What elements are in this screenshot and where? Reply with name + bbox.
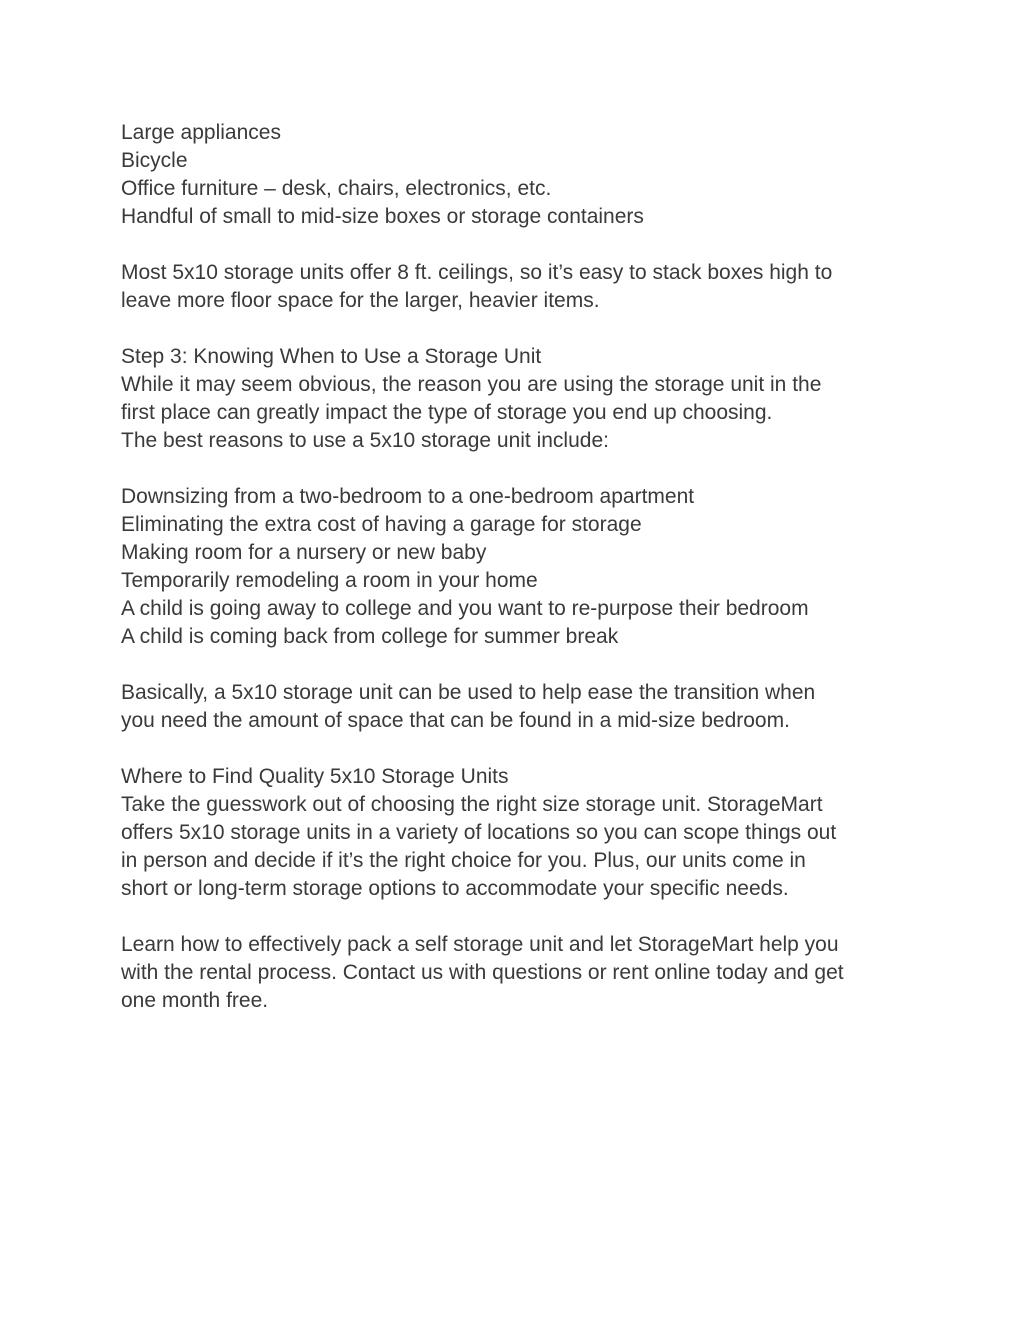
paragraph-gap <box>121 231 921 259</box>
list-item: Making room for a nursery or new baby <box>121 541 487 564</box>
list-item: Temporarily remodeling a room in your home <box>121 569 538 592</box>
paragraph-line: short or long-term storage options to accommodate your specific needs. <box>121 877 789 900</box>
list-item: Eliminating the extra cost of having a garage for storage <box>121 513 642 536</box>
list-item: Handful of small to mid-size boxes or storage containers <box>121 205 644 228</box>
list-item: A child is going away to college and you want to re-purpose their bedroom <box>121 597 809 620</box>
paragraph-line: you need the amount of space that can be found in a mid-size bedroom. <box>121 709 790 732</box>
paragraph-line: The best reasons to use a 5x10 storage unit include: <box>121 429 609 452</box>
paragraph-line: leave more floor space for the larger, heavier items. <box>121 289 600 312</box>
section-heading: Where to Find Quality 5x10 Storage Units <box>121 765 509 788</box>
list-item: Downsizing from a two-bedroom to a one-bedroom apartment <box>121 485 695 508</box>
paragraph-line: Basically, a 5x10 storage unit can be used to help ease the transition when <box>121 681 816 704</box>
paragraph-gap <box>121 315 921 343</box>
reasons-list <box>121 483 921 651</box>
step3-section <box>121 343 921 455</box>
paragraph-gap <box>121 735 921 763</box>
list-item: Bicycle <box>121 149 188 172</box>
list-item: Office furniture – desk, chairs, electronics, etc. <box>121 177 552 200</box>
where-section <box>121 763 921 903</box>
paragraph-line: with the rental process. Contact us with questions or rent online today and get <box>121 961 844 984</box>
section-heading: Step 3: Knowing When to Use a Storage Unit <box>121 345 542 368</box>
paragraph-line: Learn how to effectively pack a self storage unit and let StorageMart help you <box>121 933 839 956</box>
paragraph-line: one month free. <box>121 989 269 1012</box>
basically-paragraph <box>121 679 921 735</box>
paragraph-gap <box>121 455 921 483</box>
paragraph-line: While it may seem obvious, the reason you are using the storage unit in the <box>121 373 822 396</box>
items-list <box>121 119 921 231</box>
paragraph-line: first place can greatly impact the type of storage you end up choosing. <box>121 401 773 424</box>
paragraph-line: Take the guesswork out of choosing the right size storage unit. StorageMart <box>121 793 823 816</box>
list-item: A child is coming back from college for summer break <box>121 625 619 648</box>
paragraph-gap <box>121 903 921 931</box>
paragraph-line: in person and decide if it’s the right choice for you. Plus, our units come in <box>121 849 806 872</box>
document-body <box>121 119 921 1015</box>
paragraph-gap <box>121 651 921 679</box>
list-item: Large appliances <box>121 121 281 144</box>
closing-paragraph <box>121 931 921 1015</box>
paragraph-line: Most 5x10 storage units offer 8 ft. ceilings, so it’s easy to stack boxes high to <box>121 261 833 284</box>
paragraph-line: offers 5x10 storage units in a variety of locations so you can scope things out <box>121 821 837 844</box>
ceiling-paragraph <box>121 259 921 315</box>
